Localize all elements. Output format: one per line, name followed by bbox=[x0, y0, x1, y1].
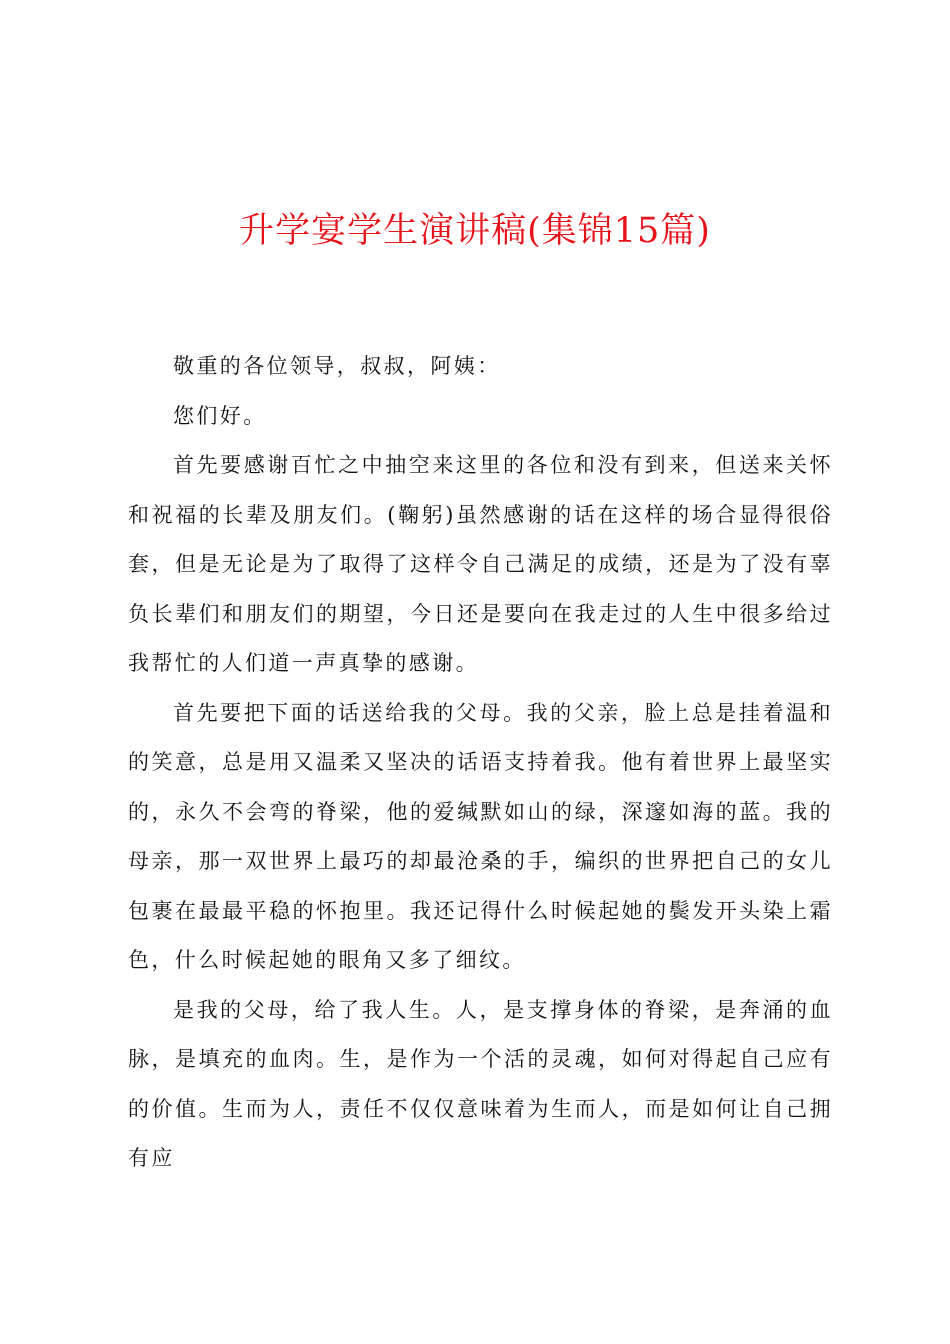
document-title: 升学宴学生演讲稿(集锦15篇) bbox=[239, 211, 711, 251]
document-body bbox=[128, 342, 833, 1184]
paragraph-salutation: 您们好。 bbox=[173, 403, 267, 428]
paragraph-greeting: 敬重的各位领导，叔叔，阿姨： bbox=[173, 354, 501, 378]
paragraph-life: 是我的父母，给了我人生。人，是支撑身体的脊梁，是奔涌的血脉，是填充的血肉。生，是作为一个活的灵魂，如何对得起自己应有的价值。生而为人，责任不仅仅意味着为生而人，而是如何让自己拥有应 bbox=[128, 997, 833, 1170]
paragraph-thanks: 首先要感谢百忙之中抽空来这里的各位和没有到来，但送来关怀和祝福的长辈及朋友们。(鞠躬)虽然感谢的话在这样的场合显得很俗套，但是无论是为了取得了这样令自己满足的成绩，还是为了没有辜负长辈们和朋友们的期望，今日还是要向在我走过的人生中很多给过我帮忙的人们道一声真挚的感谢。 bbox=[128, 453, 833, 675]
paragraph-parents: 首先要把下面的话送给我的父母。我的父亲，脸上总是挂着温和的笑意，总是用又温柔又坚决的话语支持着我。他有着世界上最坚实的，永久不会弯的脊梁，他的爱缄默如山的绿，深邃如海的蓝。我的母亲，那一双世界上最巧的却最沧桑的手，编织的世界把自己的女儿包裹在最最平稳的怀抱里。我还记得什么时候起她的鬓发开头染上霜色，什么时候起她的眼角又多了细纹。 bbox=[128, 700, 833, 972]
